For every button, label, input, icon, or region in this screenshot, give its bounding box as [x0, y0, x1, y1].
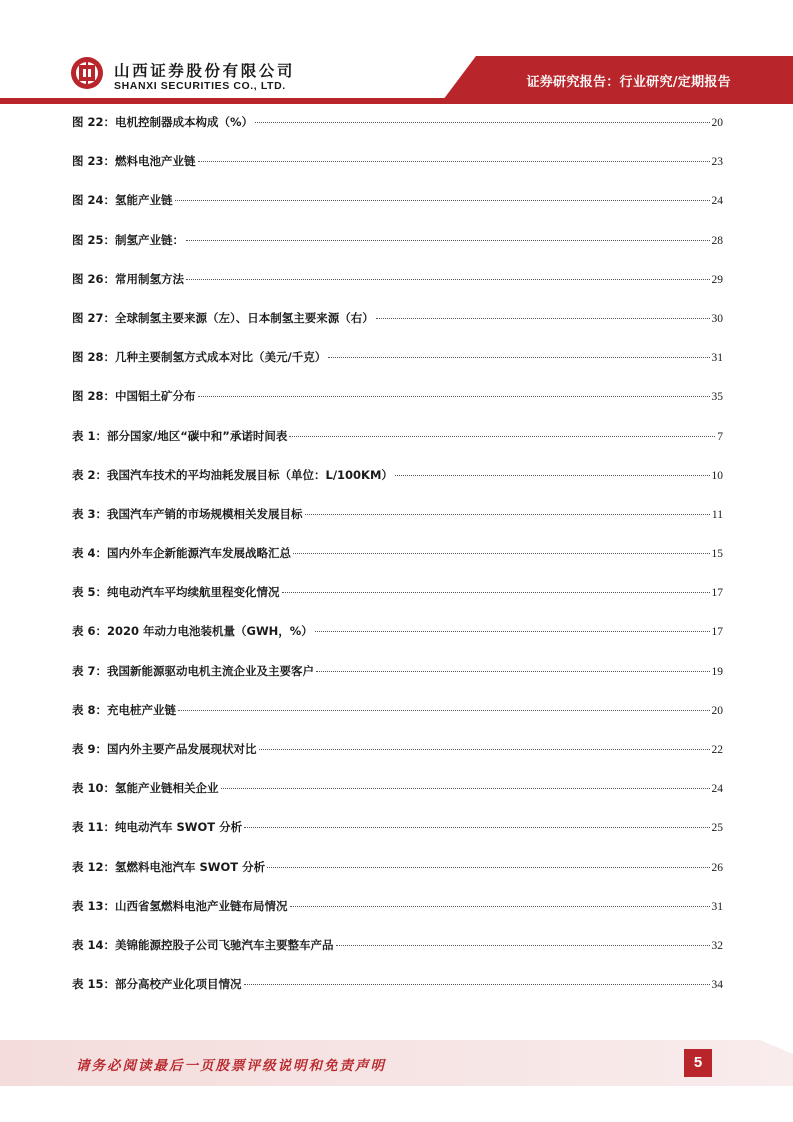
toc-leader-dots: [336, 944, 710, 946]
toc-entry-label: 表 10：氢能产业链相关企业: [72, 781, 219, 796]
toc-entry[interactable]: [72, 338, 723, 377]
toc-entry-label: 表 4：国内外车企新能源汽车发展战略汇总: [72, 546, 292, 561]
toc-entry[interactable]: [72, 808, 723, 847]
toc-leader-dots: [244, 983, 710, 985]
toc-entry-page: 24: [711, 783, 723, 796]
toc-entry[interactable]: [72, 769, 723, 808]
toc-entry[interactable]: [72, 887, 723, 926]
report-type: 证券研究报告：行业研究/定期报告: [526, 75, 731, 90]
toc-leader-dots: [315, 630, 710, 632]
toc-leader-dots: [267, 866, 709, 868]
toc-entry[interactable]: [72, 456, 723, 495]
toc-leader-dots: [244, 826, 709, 828]
toc-leader-dots: [293, 552, 709, 554]
toc-leader-dots: [290, 905, 710, 907]
toc-leader-dots: [395, 474, 710, 476]
toc-entry-label: 表 8：充电桩产业链: [72, 702, 177, 717]
toc-entry-page: 17: [711, 626, 723, 639]
disclaimer-text: 请务必阅读最后一页股票评级说明和免责声明: [76, 1058, 386, 1074]
toc-entry-label: 图 28：几种主要制氢方式成本对比（美元/千克）: [72, 350, 327, 365]
toc-entry-label: 图 22：电机控制器成本构成（%）: [72, 115, 254, 129]
toc-entry-page: 28: [711, 234, 723, 247]
toc-entry[interactable]: [72, 142, 723, 181]
toc-entry-label: 图 26：常用制氢方法: [72, 271, 185, 286]
toc-leader-dots: [316, 670, 709, 672]
toc-leader-dots: [255, 121, 709, 123]
toc-entry-page: 30: [711, 312, 723, 325]
toc-entry-label: 表 6：2020 年动力电池装机量（GWH，%）: [72, 624, 313, 639]
toc-leader-dots: [305, 513, 710, 515]
toc-leader-dots: [175, 199, 710, 201]
toc-entry[interactable]: [72, 103, 723, 142]
toc-entry-page: 15: [711, 548, 723, 561]
table-of-contents: [72, 103, 723, 1004]
toc-entry-page: 31: [711, 352, 723, 365]
toc-leader-dots: [198, 160, 710, 162]
toc-entry-label: 表 12：氢燃料电池汽车 SWOT 分析: [72, 859, 266, 874]
toc-leader-dots: [186, 239, 709, 241]
toc-leader-dots: [221, 787, 710, 789]
toc-entry-page: 29: [711, 273, 723, 286]
toc-entry[interactable]: [72, 652, 723, 691]
toc-entry[interactable]: [72, 965, 723, 1004]
toc-entry[interactable]: [72, 221, 723, 260]
toc-entry-page: 11: [711, 508, 723, 521]
toc-entry[interactable]: [72, 299, 723, 338]
toc-leader-dots: [259, 748, 710, 750]
company-name-cn: 山西证券股份有限公司: [114, 62, 296, 80]
toc-leader-dots: [376, 317, 710, 319]
toc-entry[interactable]: [72, 730, 723, 769]
toc-entry-page: 20: [711, 117, 723, 129]
toc-entry-page: 19: [711, 665, 723, 678]
toc-entry-label: 图 25：制氢产业链：: [72, 232, 185, 247]
toc-entry-label: 图 24：氢能产业链: [72, 193, 173, 208]
toc-entry[interactable]: [72, 495, 723, 534]
toc-entry[interactable]: [72, 848, 723, 887]
toc-entry-label: 图 28：中国铝土矿分布: [72, 389, 196, 404]
toc-entry[interactable]: [72, 573, 723, 612]
toc-entry-page: 26: [711, 861, 723, 874]
toc-entry-page: 22: [711, 744, 723, 756]
company-logo-icon: [70, 56, 104, 90]
toc-entry-label: 表 15：部分高校产业化项目情况: [72, 977, 242, 992]
toc-entry-page: 35: [711, 391, 723, 404]
toc-entry-page: 17: [711, 587, 723, 600]
toc-entry-page: 25: [711, 822, 723, 835]
company-name-en: SHANXI SECURITIES CO., LTD.: [114, 80, 286, 92]
page-number: 5: [684, 1049, 712, 1077]
toc-entry-label: 表 3：我国汽车产销的市场规模相关发展目标: [72, 506, 303, 521]
toc-entry-label: 表 14：美锦能源控股子公司飞驰汽车主要整车产品: [72, 937, 334, 952]
toc-leader-dots: [328, 356, 709, 358]
toc-entry-page: 23: [711, 156, 723, 169]
page-header: [0, 0, 793, 104]
toc-entry-page: 24: [711, 195, 723, 208]
toc-entry-page: 32: [711, 939, 723, 952]
toc-entry-label: 表 7：我国新能源驱动电机主流企业及主要客户: [72, 663, 315, 678]
toc-entry-label: 表 5：纯电动汽车平均续航里程变化情况: [72, 585, 280, 600]
toc-entry-label: 表 13：山西省氢燃料电池产业链布局情况: [72, 898, 288, 913]
toc-entry[interactable]: [72, 691, 723, 730]
toc-entry[interactable]: [72, 926, 723, 965]
toc-entry-label: 图 23：燃料电池产业链: [72, 154, 196, 169]
toc-entry[interactable]: [72, 534, 723, 573]
toc-entry-page: 10: [711, 469, 723, 482]
toc-entry[interactable]: [72, 181, 723, 220]
toc-entry[interactable]: [72, 612, 723, 651]
toc-entry-label: 表 9：国内外主要产品发展现状对比: [72, 742, 257, 756]
toc-leader-dots: [198, 395, 710, 397]
toc-leader-dots: [186, 278, 709, 280]
toc-leader-dots: [289, 435, 715, 437]
toc-entry-label: 表 2：我国汽车技术的平均油耗发展目标（单位：L/100KM）: [72, 467, 393, 482]
toc-entry-page: 7: [717, 430, 723, 443]
toc-entry[interactable]: [72, 417, 723, 456]
toc-entry-page: 31: [711, 900, 723, 913]
toc-entry-label: 表 1：部分国家/地区“碳中和”承诺时间表: [72, 428, 288, 443]
toc-entry[interactable]: [72, 260, 723, 299]
toc-entry[interactable]: [72, 377, 723, 416]
toc-leader-dots: [282, 591, 710, 593]
toc-entry-label: 表 11：纯电动汽车 SWOT 分析: [72, 820, 243, 835]
toc-entry-page: 20: [711, 704, 723, 717]
toc-entry-page: 34: [711, 979, 723, 992]
toc-leader-dots: [178, 709, 709, 711]
toc-entry-label: 图 27：全球制氢主要来源（左）、日本制氢主要来源（右）: [72, 310, 374, 325]
